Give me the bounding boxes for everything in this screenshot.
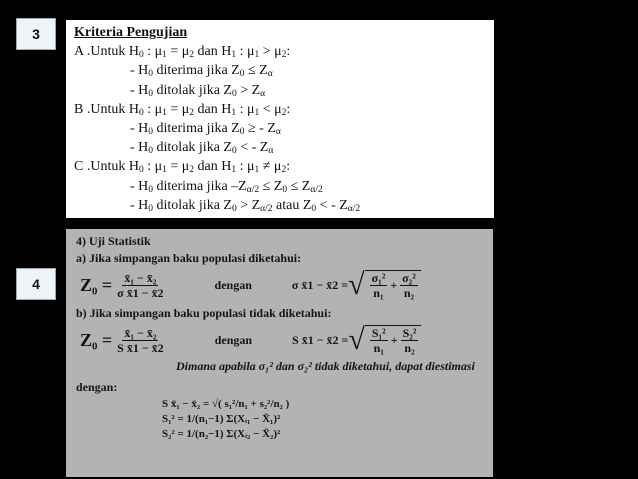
eq-s1: S₁² = 1/(n₁−1) Σ(Xᵢ₁ − X̄₁)² xyxy=(162,413,281,425)
kriteria-pengujian-card xyxy=(66,20,494,218)
case-b: B .Untuk $H_0$ : $\mu_1 = \mu_2$ dan $H_1$ : $\mu_1 < \mu_2$: xyxy=(74,101,291,118)
sqrt-sigma: √ $\frac{\text{σ₁²}}{\text{n₁}}$ + $\frac{\text{σ₂²}}{\text{n₂}}$ xyxy=(348,270,421,300)
formula-unknown-sigma xyxy=(80,325,483,355)
estimator-equations xyxy=(76,398,483,440)
uji-heading: 4) Uji Statistik xyxy=(76,234,151,248)
z0-fraction: $\frac{\text{x̄₁ − x̄₂}}{\text{σ x̄1 − x̄2}}$ xyxy=(117,270,164,300)
case-b-label: b) Jika simpangan baku populasi tidak diketahui: xyxy=(76,306,332,320)
eq-pooled: S x̄₁ − x̄₂ = √( s₁²/n₁ + s₂²/n₂ ) xyxy=(162,398,290,410)
case-a-accept: - $H_0$ diterima jika $Z_0 \le Z_\alpha$ xyxy=(130,63,273,80)
z0-label-b: Z₀ = xyxy=(80,329,113,350)
section-number-3: 3 xyxy=(16,18,56,50)
z0-fraction-b: $\frac{\text{x̄₁ − x̄₂}}{\text{S x̄1 − x̄2}}$ xyxy=(117,325,164,355)
case-c: C .Untuk $H_0$ : $\mu_1 = \mu_2$ dan $H_1$ : $\mu_1 \ne \mu_2$: xyxy=(74,159,291,176)
sqrt-s: √ $\frac{\text{S₁²}}{\text{n₁}}$ + $\frac{\text{S₂²}}{\text{n₂}}$ xyxy=(348,325,421,355)
sigma-lhs: σ x̄1 − x̄2 = xyxy=(291,277,349,292)
uji-statistik-card xyxy=(66,229,493,477)
z0-label: Z₀ = xyxy=(80,274,113,295)
case-b-accept: - $H_0$ diterima jika $Z_0$ ≥ - $Z_\alpha$ xyxy=(130,121,281,138)
case-a: A .Untuk $H_0$ : $\mu_1 = \mu_2$ dan $H_1$ : $\mu_1 > \mu_2$: xyxy=(74,44,291,61)
estimation-note: Dimana apabila σ₁² dan σ₂² tidak diketahui, dapat diestimasi xyxy=(176,359,475,373)
case-c-accept: - $H_0$ diterima jika $-Z_{\alpha/2} \le Z_0 \le Z_{\alpha/2}$ xyxy=(130,178,323,195)
dengan-label: dengan xyxy=(214,277,252,292)
case-a-reject: - $H_0$ ditolak jika $Z_0 > Z_\alpha$ xyxy=(130,82,266,99)
kriteria-title: Kriteria Pengujian xyxy=(74,25,188,40)
section-number-4: 4 xyxy=(16,268,56,300)
s-lhs: S x̄1 − x̄2 = xyxy=(292,332,349,347)
eq-s2: S₂² = 1/(n₂−1) Σ(Xᵢ₂ − X̄₂)² xyxy=(162,428,281,440)
case-c-reject: - $H_0$ ditolak jika $Z_0 > Z_{\alpha/2}$ atau $Z_0$ < - $Z_{\alpha/2}$ xyxy=(130,197,361,214)
dengan-label-b: dengan xyxy=(214,332,253,347)
formula-known-sigma xyxy=(80,270,483,300)
case-b-reject: - $H_0$ ditolak jika $Z_0$ < - $Z_\alpha$ xyxy=(130,140,274,157)
estimation-note-dengan: dengan: xyxy=(76,380,118,394)
case-a-label: a) Jika simpangan baku populasi diketahui: xyxy=(76,251,302,265)
